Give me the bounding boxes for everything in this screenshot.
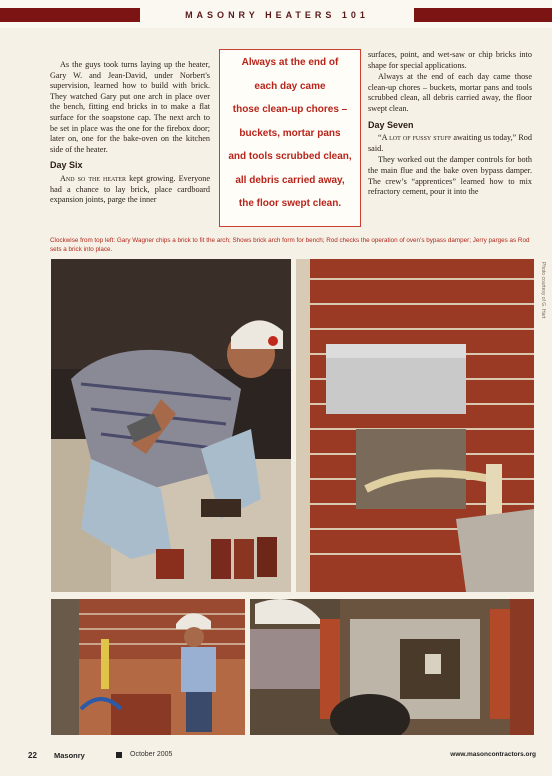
pull-quote-line: each day came	[254, 80, 326, 92]
magazine-name: Masonry	[54, 751, 85, 760]
issue-date: October 2005	[130, 751, 173, 758]
header-red-bar-right	[414, 8, 552, 22]
pull-quote-line: the floor swept clean.	[238, 198, 342, 209]
pull-quote-line: Always at the end of	[241, 57, 339, 68]
website-url: www.masoncontractors.org	[450, 751, 536, 758]
photo-gary-chips-brick	[51, 259, 291, 592]
paragraph: They worked out the damper controls for both the main flue and the bake oven bypass damper. The crew’s “apprentices” learned how to mix refractory cement, pour it into the	[368, 155, 532, 197]
pull-quote	[219, 49, 361, 227]
photo-rod-checks-damper	[51, 599, 245, 735]
lead-in: “A lot of fussy stuff	[378, 133, 452, 143]
paragraph: surfaces, point, and wet-saw or chip bricks into shape for special applications.	[368, 50, 532, 70]
paragraph-text: awaiting us today,” Rod said.	[368, 133, 532, 153]
lead-in: And so the heater	[60, 173, 127, 183]
section-heading-day-six: Day Six	[50, 160, 83, 171]
photo-jerry-parges	[250, 599, 534, 735]
page-footer	[28, 751, 536, 763]
pull-quote-line: buckets, mortar pans	[239, 127, 341, 139]
pull-quote-line: all debris carried away,	[235, 174, 345, 186]
page-header	[0, 0, 552, 28]
paragraph	[368, 133, 532, 154]
paragraph: Always at the end of each day came those clean-up chores – buckets, mortar pans and tools scrubbed clean, all debris carried away, the floor swept clean.	[368, 72, 532, 113]
article-column-1	[50, 60, 210, 207]
header-title: MASONRY HEATERS 101	[185, 10, 369, 20]
pull-quote-line: and tools scrubbed clean,	[228, 151, 352, 162]
paragraph: As the guys took turns laying up the heater, Gary W. and Jean-David, under Norbert's supervision, learned how to build with brick. They watched Gary put one arch in place over the bench, fitting end bricks in to make a flat surface for the soapstone cap. The next arch to be set in place was the one for the firebox door; later on, one for the bake-oven on the kitchen side of the heater.	[50, 60, 210, 154]
article-column-3	[368, 50, 532, 199]
page-number: 22	[28, 751, 37, 760]
footer-square-bullet	[116, 752, 122, 758]
paragraph	[50, 174, 210, 206]
header-red-bar-left	[0, 8, 140, 22]
section-heading-day-seven: Day Seven	[368, 119, 414, 130]
pull-quote-line: those clean-up chores –	[232, 104, 348, 115]
photo-caption: Clockwise from top left: Gary Wagner chips a brick to fit the arch; Shows brick arch form for bench; Rod checks the operation of oven’s bypass damper; Jerry parges as Rod sets a brick into place.	[50, 237, 530, 253]
paragraph-text: kept growing. Everyone had a chance to lay brick, place cardboard expansion joints, parge the inner	[50, 173, 210, 205]
photo-credit: Photo courtesy of G. Hart	[540, 262, 546, 319]
photo-brick-arch-form	[296, 259, 534, 592]
